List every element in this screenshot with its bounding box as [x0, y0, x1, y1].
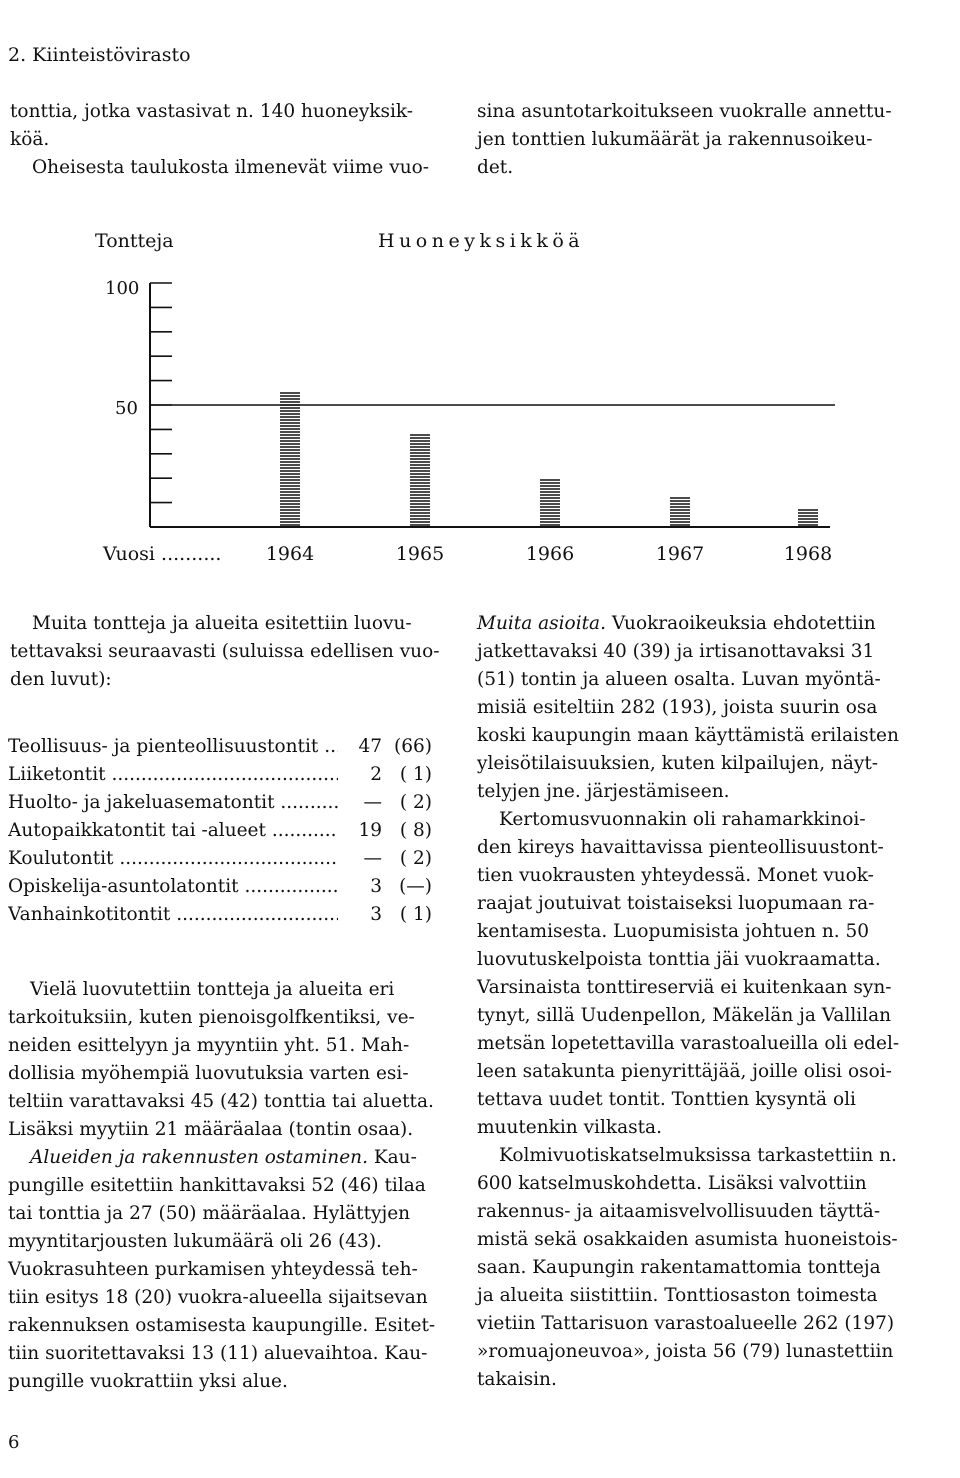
- chart-bar-1964: [280, 393, 300, 525]
- chart-xtick-label: 1967: [655, 543, 705, 565]
- chart-xtick-label: 1968: [783, 543, 833, 565]
- table-row: [8, 904, 448, 932]
- text-line: neiden esittelyyn ja myyntiin yht. 51. Mah-: [8, 1035, 410, 1056]
- text-line: misiä esiteltiin 282 (193), joista suurin osa: [477, 697, 878, 718]
- text-line: myyntitarjousten lukumäärä oli 26 (43).: [8, 1231, 382, 1252]
- bar-chart: [0, 215, 960, 595]
- text-line: telyjen jne. järjestämiseen.: [477, 781, 730, 802]
- chart-xlabel: Vuosi ..........: [103, 543, 222, 565]
- text-line: tiin suoritettavaksi 13 (11) aluevaihtoa. Kau-: [8, 1343, 428, 1364]
- text-line: dollisia myöhempiä luovutuksia varten esi-: [8, 1063, 409, 1084]
- table-row-label: Opiskelija-asuntolatontit .....: [8, 876, 338, 897]
- text-line: tettava uudet tontit. Tonttien kysyntä oli: [477, 1089, 856, 1110]
- left-bottom-text: [8, 976, 448, 1396]
- text-line: tettavaksi seuraavasti (suluissa edellisen vuo-: [10, 641, 440, 662]
- text-line: [477, 610, 927, 638]
- text-fragment: Vuokraoikeuksia ehdotettiin: [605, 613, 876, 634]
- table-row-prev-value: ( 1): [399, 904, 432, 925]
- text-line: den kireys havaittavissa pienteollisuustont-: [477, 837, 884, 858]
- table-row-value: —: [363, 848, 382, 869]
- table-row: [8, 876, 448, 904]
- text-line: Muita tontteja ja alueita esitettiin luovu-: [32, 613, 412, 634]
- text-line: Lisäksi myytiin 21 määräalaa (tontin osaa).: [8, 1119, 414, 1140]
- top-right-text: [477, 98, 917, 182]
- text-line: pungille esitettiin hankittavaksi 52 (46) tilaa: [8, 1175, 426, 1196]
- table-row: [8, 820, 448, 848]
- text-line: [8, 1144, 448, 1172]
- subheading: Alueiden ja rakennusten ostaminen.: [30, 1147, 368, 1168]
- table-row-prev-value: ( 2): [399, 848, 432, 869]
- text-line: kentamisesta. Luopumisista johtuen n. 50: [477, 921, 870, 942]
- text-line: vietiin Tattarisuon varastoalueelle 262 (197): [477, 1313, 895, 1334]
- chart-ylabel: Tontteja: [95, 230, 174, 252]
- text-line: tiin esitys 18 (20) vuokra-alueella sijaitsevan: [8, 1287, 428, 1308]
- chart-bar-1965: [410, 435, 430, 525]
- section-header: 2. Kiinteistövirasto: [8, 44, 191, 66]
- table-row-value: 19: [358, 820, 382, 841]
- table-row-value: 2: [370, 764, 382, 785]
- text-line: köä.: [10, 129, 50, 150]
- text-line: rakennuksen ostamisesta kaupungille. Esitet-: [8, 1315, 436, 1336]
- table-row-prev-value: ( 1): [399, 764, 432, 785]
- text-line: tai tonttia ja 27 (50) määräalaa. Hylättyjen: [8, 1203, 411, 1224]
- text-line: Vielä luovutettiin tontteja ja alueita eri: [30, 979, 395, 1000]
- text-line: sina asuntotarkoitukseen vuokralle annettu-: [477, 101, 892, 122]
- chart-bar-1968: [798, 510, 818, 525]
- text-line: koski kaupungin maan käyttämistä erilaisten: [477, 725, 899, 746]
- table-row-value: —: [363, 792, 382, 813]
- text-line: (51) tontin ja alueen osalta. Luvan myöntä-: [477, 669, 881, 690]
- text-line: raajat joutuivat toistaiseksi luopumaan ra-: [477, 893, 875, 914]
- text-line: den luvut):: [10, 669, 112, 690]
- chart-ytick-50: 50: [115, 398, 138, 419]
- text-line: Oheisesta taulukosta ilmenevät viime vuo-: [32, 157, 430, 178]
- text-line: tonttia, jotka vastasivat n. 140 huoneyksik-: [10, 101, 414, 122]
- text-line: saan. Kaupungin rakentamattomia tontteja: [477, 1257, 881, 1278]
- table-row: [8, 848, 448, 876]
- text-line: luovutuskelpoista tonttia jäi vuokraamatta.: [477, 949, 881, 970]
- table-row-prev-value: ( 2): [399, 792, 432, 813]
- text-line: Vuokrasuhteen purkamisen yhteydessä teh-: [8, 1259, 418, 1280]
- chart-ytick-100: 100: [105, 278, 140, 299]
- chart-xtick-label: 1966: [525, 543, 575, 565]
- chart-bar-1967: [670, 498, 690, 525]
- table-row-prev-value: ( 8): [399, 820, 432, 841]
- page-number: 6: [8, 1432, 20, 1453]
- text-line: yleisötilaisuuksien, kuten kilpailujen, näyt-: [477, 753, 879, 774]
- text-line: det.: [477, 157, 514, 178]
- table-row-prev-value: (66): [394, 736, 432, 757]
- text-line: mistä sekä osakkaiden asumista huoneistois-: [477, 1229, 898, 1250]
- table-row: [8, 792, 448, 820]
- subheading: Muita asioita.: [477, 613, 606, 634]
- text-line: metsän lopetettavilla varastoalueilla oli edel-: [477, 1033, 900, 1054]
- plots-table: [8, 736, 448, 932]
- table-row-prev-value: (—): [399, 876, 432, 897]
- table-row-label: Autopaikkatontit tai -alueet .....: [8, 820, 338, 841]
- text-line: tien vuokrausten yhteydessä. Monet vuok-: [477, 865, 874, 886]
- text-line: Kolmivuotiskatselmuksissa tarkastettiin n.: [499, 1145, 897, 1166]
- text-line: Varsinaista tonttireserviä ei kuitenkaan syn-: [477, 977, 892, 998]
- table-row-label: Koulutontit .....: [8, 848, 338, 869]
- top-left-text: [10, 98, 450, 182]
- table-row: [8, 764, 448, 792]
- text-line: 600 katselmuskohdetta. Lisäksi valvottiin: [477, 1173, 867, 1194]
- text-line: muutenkin vilkasta.: [477, 1117, 662, 1138]
- text-line: takaisin.: [477, 1369, 557, 1390]
- chart-xtick-label: 1965: [395, 543, 445, 565]
- table-row-label: Vanhainkotitontit .....: [8, 904, 338, 925]
- other-plots-intro: [10, 610, 450, 694]
- chart-title: Huoneyksikköä: [378, 230, 585, 252]
- text-line: tarkoituksiin, kuten pienoisgolfkentiksi, ve-: [8, 1007, 415, 1028]
- table-row-value: 47: [358, 736, 382, 757]
- text-fragment: Kau-: [367, 1147, 417, 1168]
- text-line: Kertomusvuonnakin oli rahamarkkinoi-: [499, 809, 866, 830]
- table-row: [8, 736, 448, 764]
- text-line: rakennus- ja aitaamisvelvollisuuden täyttä-: [477, 1201, 881, 1222]
- text-line: jen tonttien lukumäärät ja rakennusoikeu-: [477, 129, 873, 150]
- chart-bar-1966: [540, 480, 560, 525]
- text-line: jatkettavaksi 40 (39) ja irtisanottavaksi 31: [477, 641, 875, 662]
- table-row-value: 3: [370, 904, 382, 925]
- table-row-label: Teollisuus- ja pienteollisuustontit .....: [8, 736, 338, 757]
- text-line: teltiin varattavaksi 45 (42) tonttia tai aluetta.: [8, 1091, 434, 1112]
- text-line: pungille vuokrattiin yksi alue.: [8, 1371, 288, 1392]
- text-line: ja alueita siistittiin. Tonttiosaston toimesta: [477, 1285, 878, 1306]
- table-row-value: 3: [370, 876, 382, 897]
- text-line: »romuajoneuvoa», joista 56 (79) lunastettiin: [477, 1341, 894, 1362]
- table-row-label: Huolto- ja jakeluasematontit .....: [8, 792, 338, 813]
- text-line: tynyt, sillä Uudenpellon, Mäkelän ja Vallilan: [477, 1005, 892, 1026]
- right-column-text: [477, 610, 927, 1394]
- text-line: leen satakunta pienyrittäjää, joille olisi osoi-: [477, 1061, 892, 1082]
- table-row-label: Liiketontit .....: [8, 764, 338, 785]
- chart-xtick-label: 1964: [265, 543, 315, 565]
